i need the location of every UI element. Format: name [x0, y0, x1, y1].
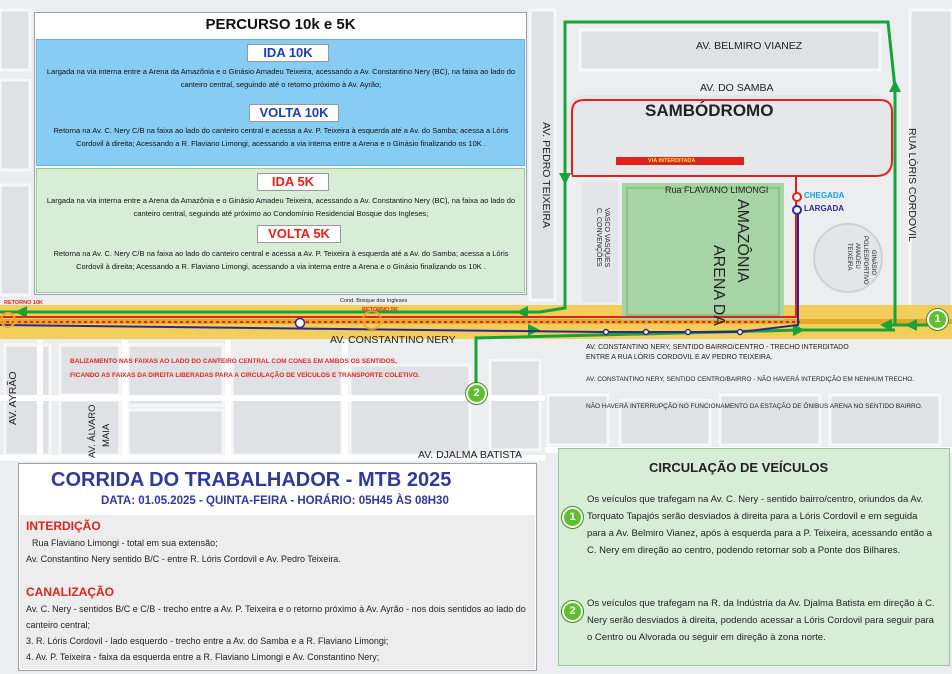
- label-chegada: CHEGADA: [804, 191, 845, 200]
- ida10-label: IDA 10K: [247, 44, 329, 62]
- event-title: CORRIDA DO TRABALHADOR - MTB 2025: [51, 469, 452, 491]
- label-bosque-ingleses: Cond. Bosque dos Ingleses: [340, 298, 408, 304]
- label-via-interditada: VIA INTERDITADA: [648, 158, 696, 164]
- ida10-text: Largada na via interna entre a Arena da Amazônia e o Ginásio Amadeu Teixeira, acessando a Av. Constantino Nery (BC), na faixa ao lado do canteiro central, seguindo até o retorno próximo à Av. Ayrão;: [46, 67, 516, 89]
- label-largada: LARGADA: [804, 204, 844, 213]
- arena-field: [622, 183, 784, 320]
- volta5-label: VOLTA 5K: [257, 225, 341, 243]
- detour-marker-2: 2: [466, 383, 487, 404]
- ida5-text: Largada na via interna entre a Arena da Amazônia e o Ginásio Amadeu Teixeira, acessando a Av. Constantino Nery (BC), na faixa ao lado do canteiro central, seguindo até próximo ao Condomínio Residencial Bosque dos Ingleses;: [46, 196, 516, 218]
- traffic-note-4: NÃO HAVERÁ INTERRUPÇÃO NO FUNCIONAMENTO DA ESTAÇÃO DE ÔNIBUS ARENA NO SENTIDO BAIRRO.: [586, 403, 923, 410]
- circulacao-heading: CIRCULAÇÃO DE VEÍCULOS: [649, 460, 829, 475]
- label-av-ayrao: AV. AYRÃO: [7, 371, 19, 425]
- label-flaviano-limongi: Rua FLAVIANO LIMONGI: [665, 185, 769, 195]
- canalizacao-line3: 4. Av. P. Teixeira - faixa da esquerda entre a R. Flaviano Limongi e Av. Constantino Nery;: [26, 652, 380, 662]
- ida5-label: IDA 5K: [257, 173, 329, 191]
- label-ginasio-line3: AMADEU: [854, 243, 860, 269]
- label-arena-line2: AMAZÔNIA: [734, 199, 751, 283]
- label-av-do-samba: AV. DO SAMBA: [700, 82, 774, 94]
- interdicao-heading: INTERDIÇÃO: [26, 519, 101, 533]
- canalizacao-line1: Av. C. Nery - sentidos B/C e C/B - trecho entre a Av. P. Teixeira e o retorno próximo à Av. Ayrão - nos dois sentidos ao lado do canteiro central;: [26, 604, 526, 630]
- circulacao-badge-2: 2: [562, 601, 583, 622]
- circulacao-panel: [558, 448, 950, 666]
- label-convencoes-line1: C. CONVENÇÕES: [595, 208, 602, 267]
- ida5-section: [36, 168, 525, 293]
- label-alvaro-line2: MAIA: [101, 423, 112, 447]
- label-pedro-teixeira: AV. PEDRO TEIXEIRA: [540, 122, 552, 229]
- circulacao-badge-1: 1: [562, 507, 583, 528]
- label-constantino-nery: AV. CONSTANTINO NERY: [330, 334, 456, 346]
- traffic-note-3: AV. CONSTANTINO NERY, SENTIDO CENTRO/BAIRRO - NÃO HAVERÁ INTERDIÇÃO EM NENHUM TRECHO.: [586, 376, 915, 383]
- percurso-panel: [34, 12, 527, 295]
- canalizacao-line2: 3. R. Lóris Cordovil - lado esquerdo - trecho entre a Av. do Samba e a R. Flaviano Limongi;: [26, 636, 389, 646]
- event-panel: [18, 463, 537, 671]
- label-djalma-batista: AV. DJALMA BATISTA: [418, 449, 523, 461]
- label-ginasio-line2: POLIESPORTIVO: [862, 236, 868, 285]
- interdicao-line2: Av. Constantino Nery sentido B/C - entre R. Lóris Cordovil e Av. Pedro Teixeira.: [26, 554, 341, 564]
- label-arena-line1: ARENA DA: [710, 245, 727, 326]
- label-ginasio-line4: TEIXEIRA: [846, 243, 852, 271]
- label-sambodromo: SAMBÓDROMO: [645, 101, 774, 120]
- circulacao-item-2: Os veículos que trafegam na R. da Indústria da Av. Djalma Batista em direção à C. Nery serão desviados à direita, podendo acessar a Lóris Cordovil para seguir para o Centro ou Alvorada ou seguir em direção à zona norte.: [587, 598, 935, 643]
- label-belmiro-vianez: AV. BELMIRO VIANEZ: [696, 40, 803, 52]
- traffic-note-2: ENTRE A RUA LÓRIS CORDOVIL E AV PEDRO TEIXEIRA.: [586, 354, 773, 361]
- circulacao-item-1: Os veículos que trafegam na Av. C. Nery - sentido bairro/centro, oriundos da Av. Torquato Tapajós serão desviados à direita para a Lóris Cordovil e em seguida para a Av. Belmiro Vianez, após à esquerda para a P. Teixeira, acessando então a C. Nery em direção ao centro, podendo retornar sob a Ponte dos Bilhares.: [587, 494, 933, 556]
- detour-marker-1: 1: [927, 309, 948, 330]
- event-date: DATA: 01.05.2025 - QUINTA-FEIRA - HORÁRIO: 05H45 ÀS 08H30: [101, 495, 449, 507]
- label-retorno-10k: RETORNO 10K: [4, 300, 44, 306]
- balizamento-line2: FICANDO AS FAIXAS DA DIREITA LIBERADAS PARA A CIRCULAÇÃO DE VEÍCULOS E TRANSPORTE COLETIVO.: [70, 372, 420, 379]
- largada-marker: [793, 206, 801, 214]
- label-convencoes-line2: VASCO VASQUES: [603, 208, 610, 268]
- traffic-note-1: AV. CONSTANTINO NERY, SENTIDO BAIRRO/CENTRO - TRECHO INTERDITADO: [586, 344, 849, 351]
- ida10-section: [36, 39, 525, 166]
- label-loris-cordovil: RUA LÓRIS CORDOVIL: [906, 128, 918, 242]
- chegada-marker: [793, 193, 801, 201]
- interdicao-line1: Rua Flaviano Limongi - total em sua extensão;: [32, 538, 218, 548]
- canalizacao-heading: CANALIZAÇÃO: [26, 585, 114, 599]
- event-details: [20, 515, 535, 669]
- label-ginasio-line1: GINÁSIO: [870, 250, 876, 276]
- volta5-text: Retorna na Av. C. Nery C/B na faixa ao lado do canteiro central e acessa a Av. P. Teixeira à esquerda até a Av. do Samba; acessa a Lóris Cordovil à direita; Acessando a R. Flaviano Limongi, acessando a via interna entre a Arena e o Ginásio finalizando os 10K .: [53, 249, 509, 271]
- balizamento-line1: BALIZAMENTO NAS FAIXAS AO LADO DO CANTEIRO CENTRAL COM CONES EM AMBOS OS SENTIDOS,: [70, 358, 397, 365]
- percurso-title: PERCURSO 10k e 5K: [205, 16, 356, 33]
- volta10-text: Retorna na Av. C. Nery C/B na faixa ao lado do canteiro central e acessa a Av. P. Teixeira à esquerda até a Av. do Samba; acessa a Lóris Cordovil à direita; Acessando a R. Flaviano Limongi, acessando a via interna entre a Arena e o Ginásio finalizando os 10K .: [53, 126, 509, 148]
- volta10-label: VOLTA 10K: [249, 104, 339, 122]
- label-alvaro-line1: AV. ÁLVARO: [87, 404, 98, 458]
- label-retorno-5k: RETORNO 5K: [362, 307, 398, 313]
